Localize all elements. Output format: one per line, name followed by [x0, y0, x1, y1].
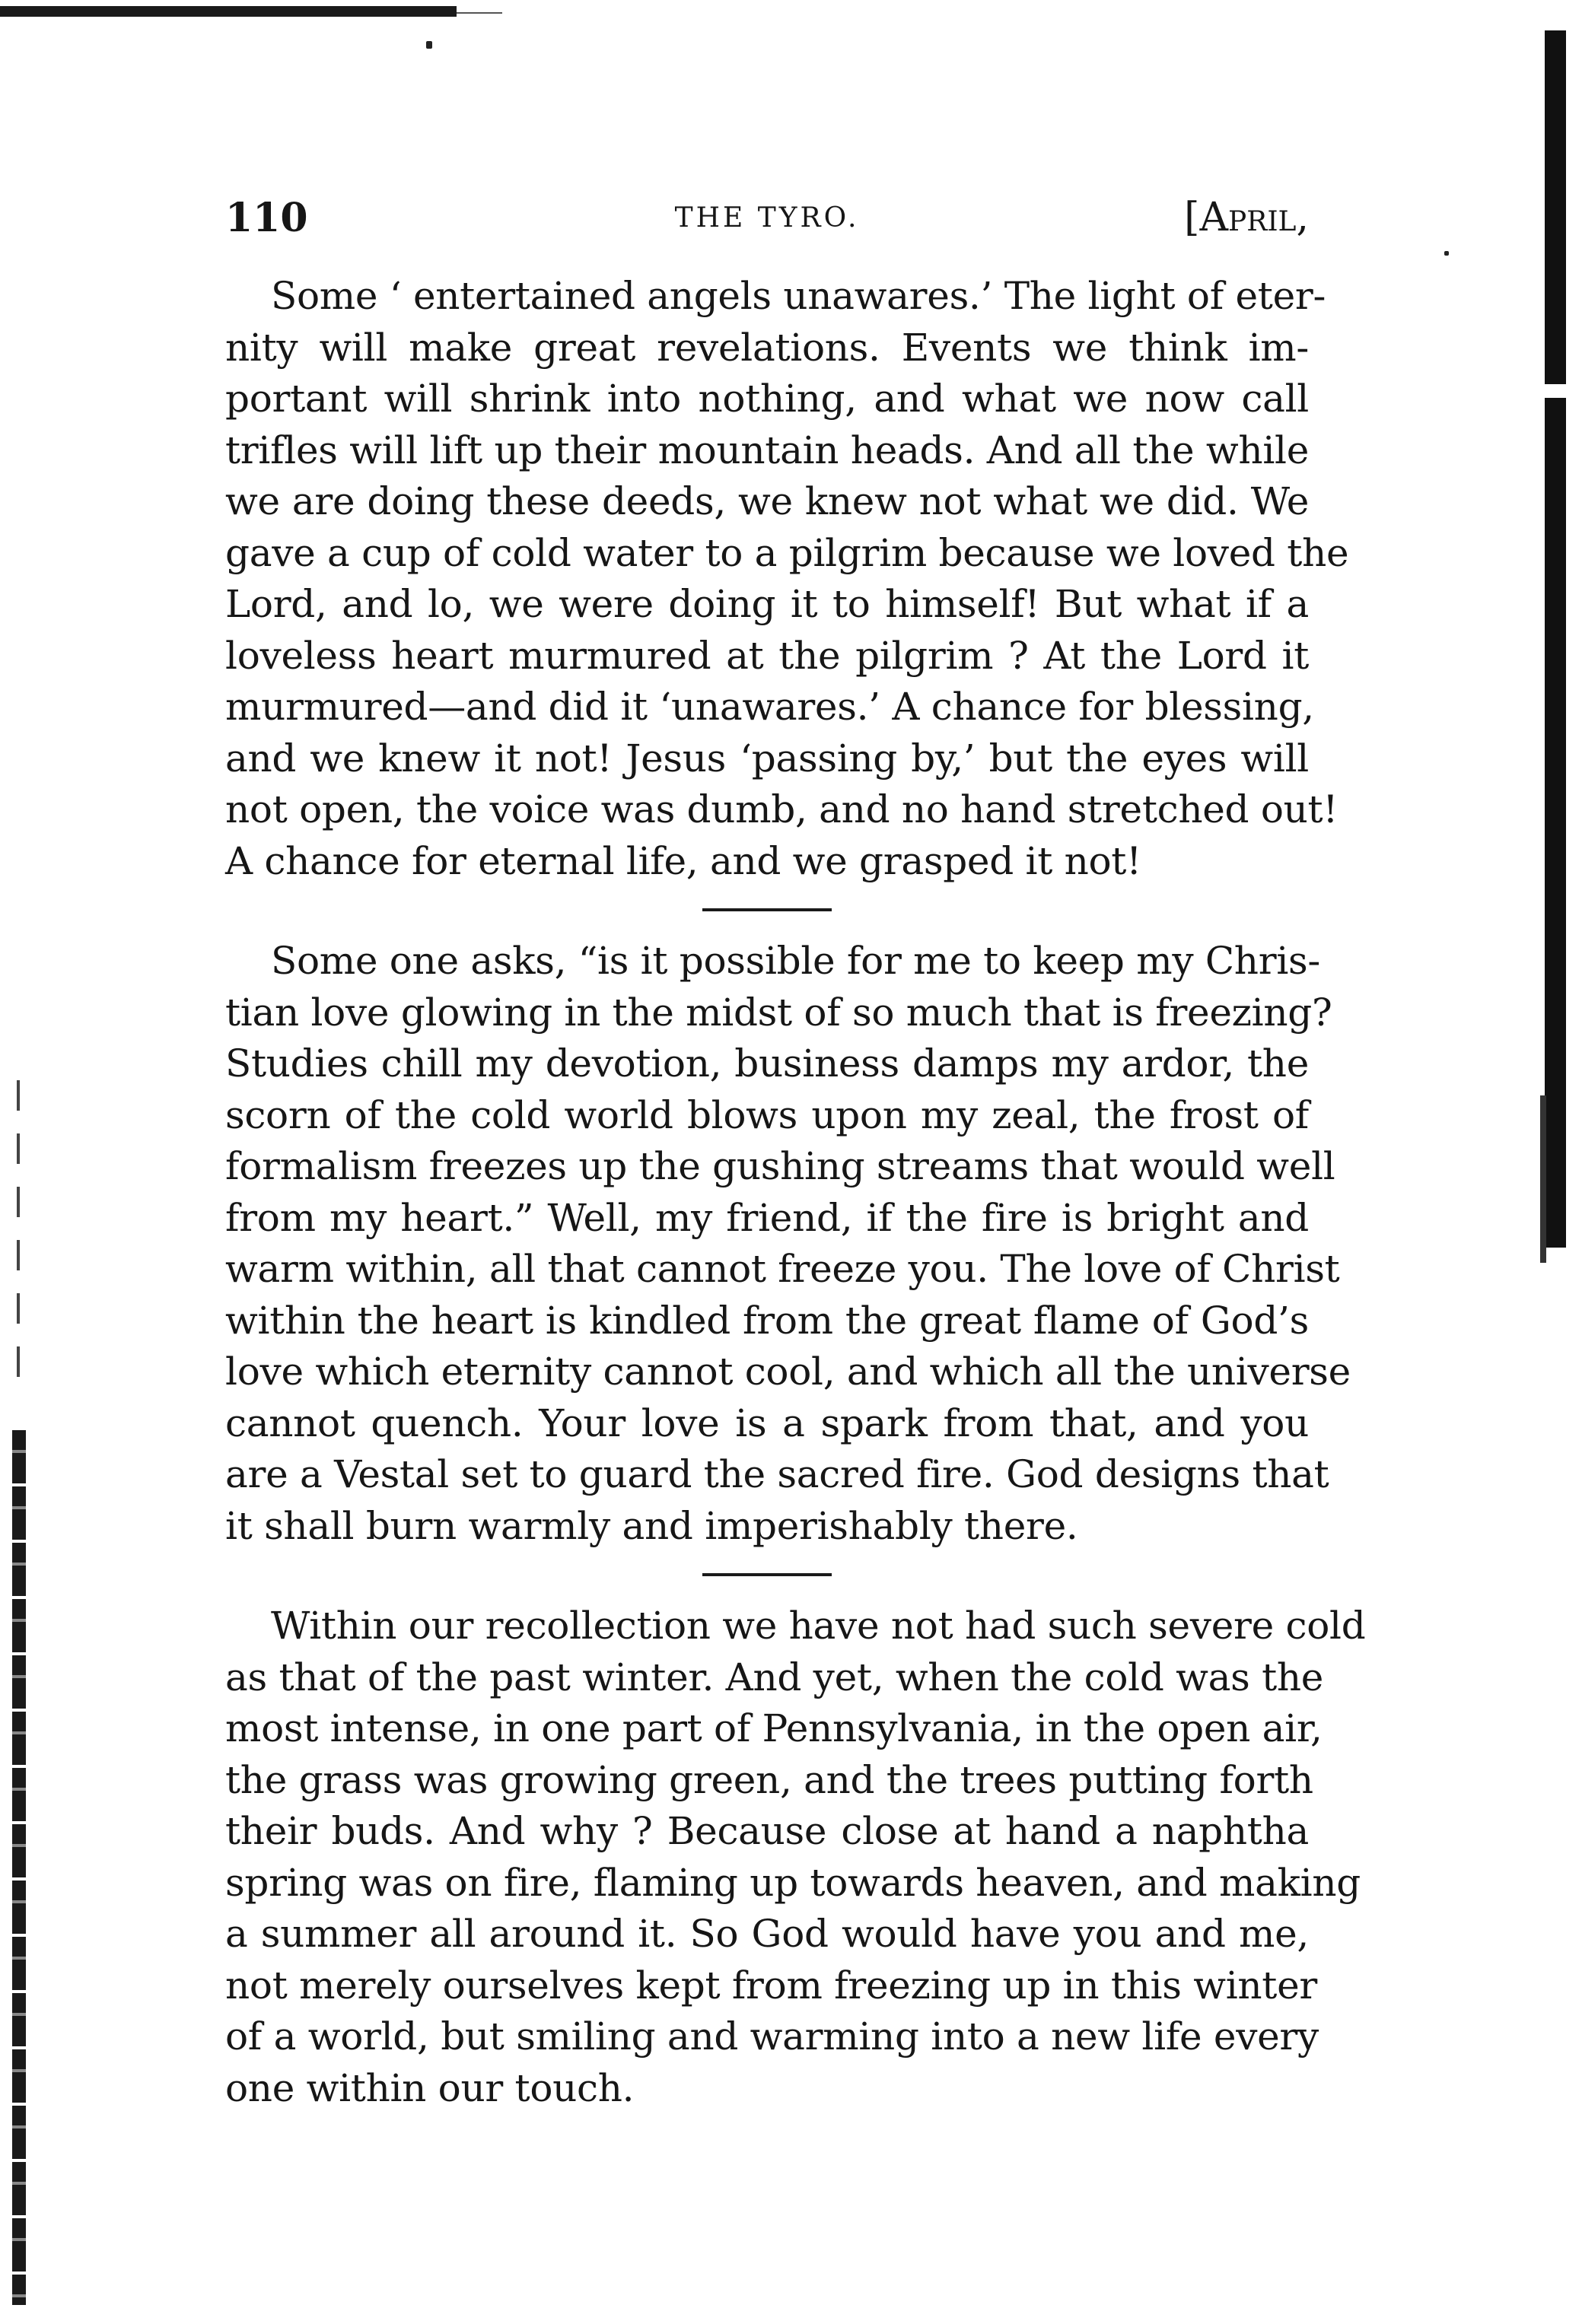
text-line: Some one asks, “is it possible for me to keep my Chris- — [271, 939, 1320, 983]
text-line: murmured—and did it ‘unawares.’ A chance for blessing, — [225, 685, 1314, 729]
text-line: within the heart is kindled from the great flame of God’s — [225, 1298, 1309, 1343]
text-line: a summer all around it. So God would have you and me, — [225, 1912, 1309, 1956]
section-divider — [702, 908, 832, 911]
text-line: not open, the voice was dumb, and no hand stretched out! — [225, 787, 1338, 831]
text-line: as that of the past winter. And yet, when the cold was the — [225, 1655, 1324, 1699]
text-line: most intense, in one part of Pennsylvania, in the open air, — [225, 1706, 1323, 1750]
page-number: 110 — [225, 195, 308, 241]
running-header — [225, 183, 1309, 243]
text-line: loveless heart murmured at the pilgrim ? At the Lord it — [225, 633, 1309, 678]
scan-border-left — [12, 1430, 26, 2305]
text-line: Some ‘ entertained angels unawares.’ The light of eter- — [271, 274, 1326, 318]
book-page — [225, 183, 1366, 2114]
scan-border-right-gap — [1545, 384, 1566, 398]
text-line: we are doing these deeds, we knew not what we did. We — [225, 479, 1309, 523]
paragraph-1 — [225, 271, 1349, 887]
text-line: cannot quench. Your love is a spark from that, and you — [225, 1400, 1309, 1445]
text-line: A chance for eternal life, and we grasped it not! — [225, 838, 1141, 883]
scan-border-right — [1545, 30, 1566, 1248]
text-line: one within our touch. — [225, 2065, 635, 2110]
text-line: warm within, all that cannot freeze you. The love of Christ — [225, 1247, 1340, 1291]
text-line: not merely ourselves kept from freezing up in this winter — [225, 1963, 1317, 2008]
text-line: the grass was growing green, and the trees putting forth — [225, 1757, 1313, 1802]
text-line: love which eternity cannot cool, and which all the universe — [225, 1350, 1351, 1394]
scan-border-top — [0, 6, 457, 17]
running-title: THE TYRO. — [674, 202, 860, 234]
text-line: their buds. And why ? Because close at hand a naphtha — [225, 1809, 1309, 1853]
text-line: spring was on fire, flaming up towards heaven, and making — [225, 1860, 1361, 1905]
scan-border-right-lower — [1540, 1095, 1546, 1263]
text-line: Lord, and lo, we were doing it to himself! But what if a — [225, 582, 1309, 626]
text-line: and we knew it not! Jesus ‘passing by,’ but the eyes will — [225, 736, 1309, 780]
text-line: it shall burn warmly and imperishably there. — [225, 1503, 1078, 1548]
scan-border-left-upper — [17, 1080, 20, 1385]
text-line: trifles will lift up their mountain heads. And all the while — [225, 428, 1309, 472]
text-line: from my heart.” Well, my friend, if the fire is bright and — [225, 1195, 1309, 1240]
text-line: Within our recollection we have not had such severe cold — [271, 1604, 1366, 1648]
paragraph-2 — [225, 936, 1351, 1552]
scan-speck — [426, 41, 432, 49]
text-line: Studies chill my devotion, business damps my ardor, the — [225, 1041, 1309, 1086]
section-divider — [702, 1573, 832, 1576]
paragraph-3 — [225, 1601, 1366, 2114]
scan-speck — [1444, 251, 1449, 256]
running-date: [April, — [1184, 195, 1309, 240]
scan-border-top-fade — [457, 12, 502, 14]
text-line: nity will make great revelations. Events we think im- — [225, 325, 1309, 370]
text-line: gave a cup of cold water to a pilgrim because we loved the — [225, 530, 1349, 575]
text-line: scorn of the cold world blows upon my zeal, the frost of — [225, 1092, 1309, 1137]
text-line: portant will shrink into nothing, and what we now call — [225, 377, 1309, 421]
text-line: are a Vestal set to guard the sacred fire. God designs that — [225, 1452, 1329, 1496]
text-line: tian love glowing in the midst of so much that is freezing? — [225, 990, 1332, 1035]
text-line: of a world, but smiling and warming into a new life every — [225, 2014, 1319, 2059]
text-line: formalism freezes up the gushing streams that would well — [225, 1144, 1335, 1188]
